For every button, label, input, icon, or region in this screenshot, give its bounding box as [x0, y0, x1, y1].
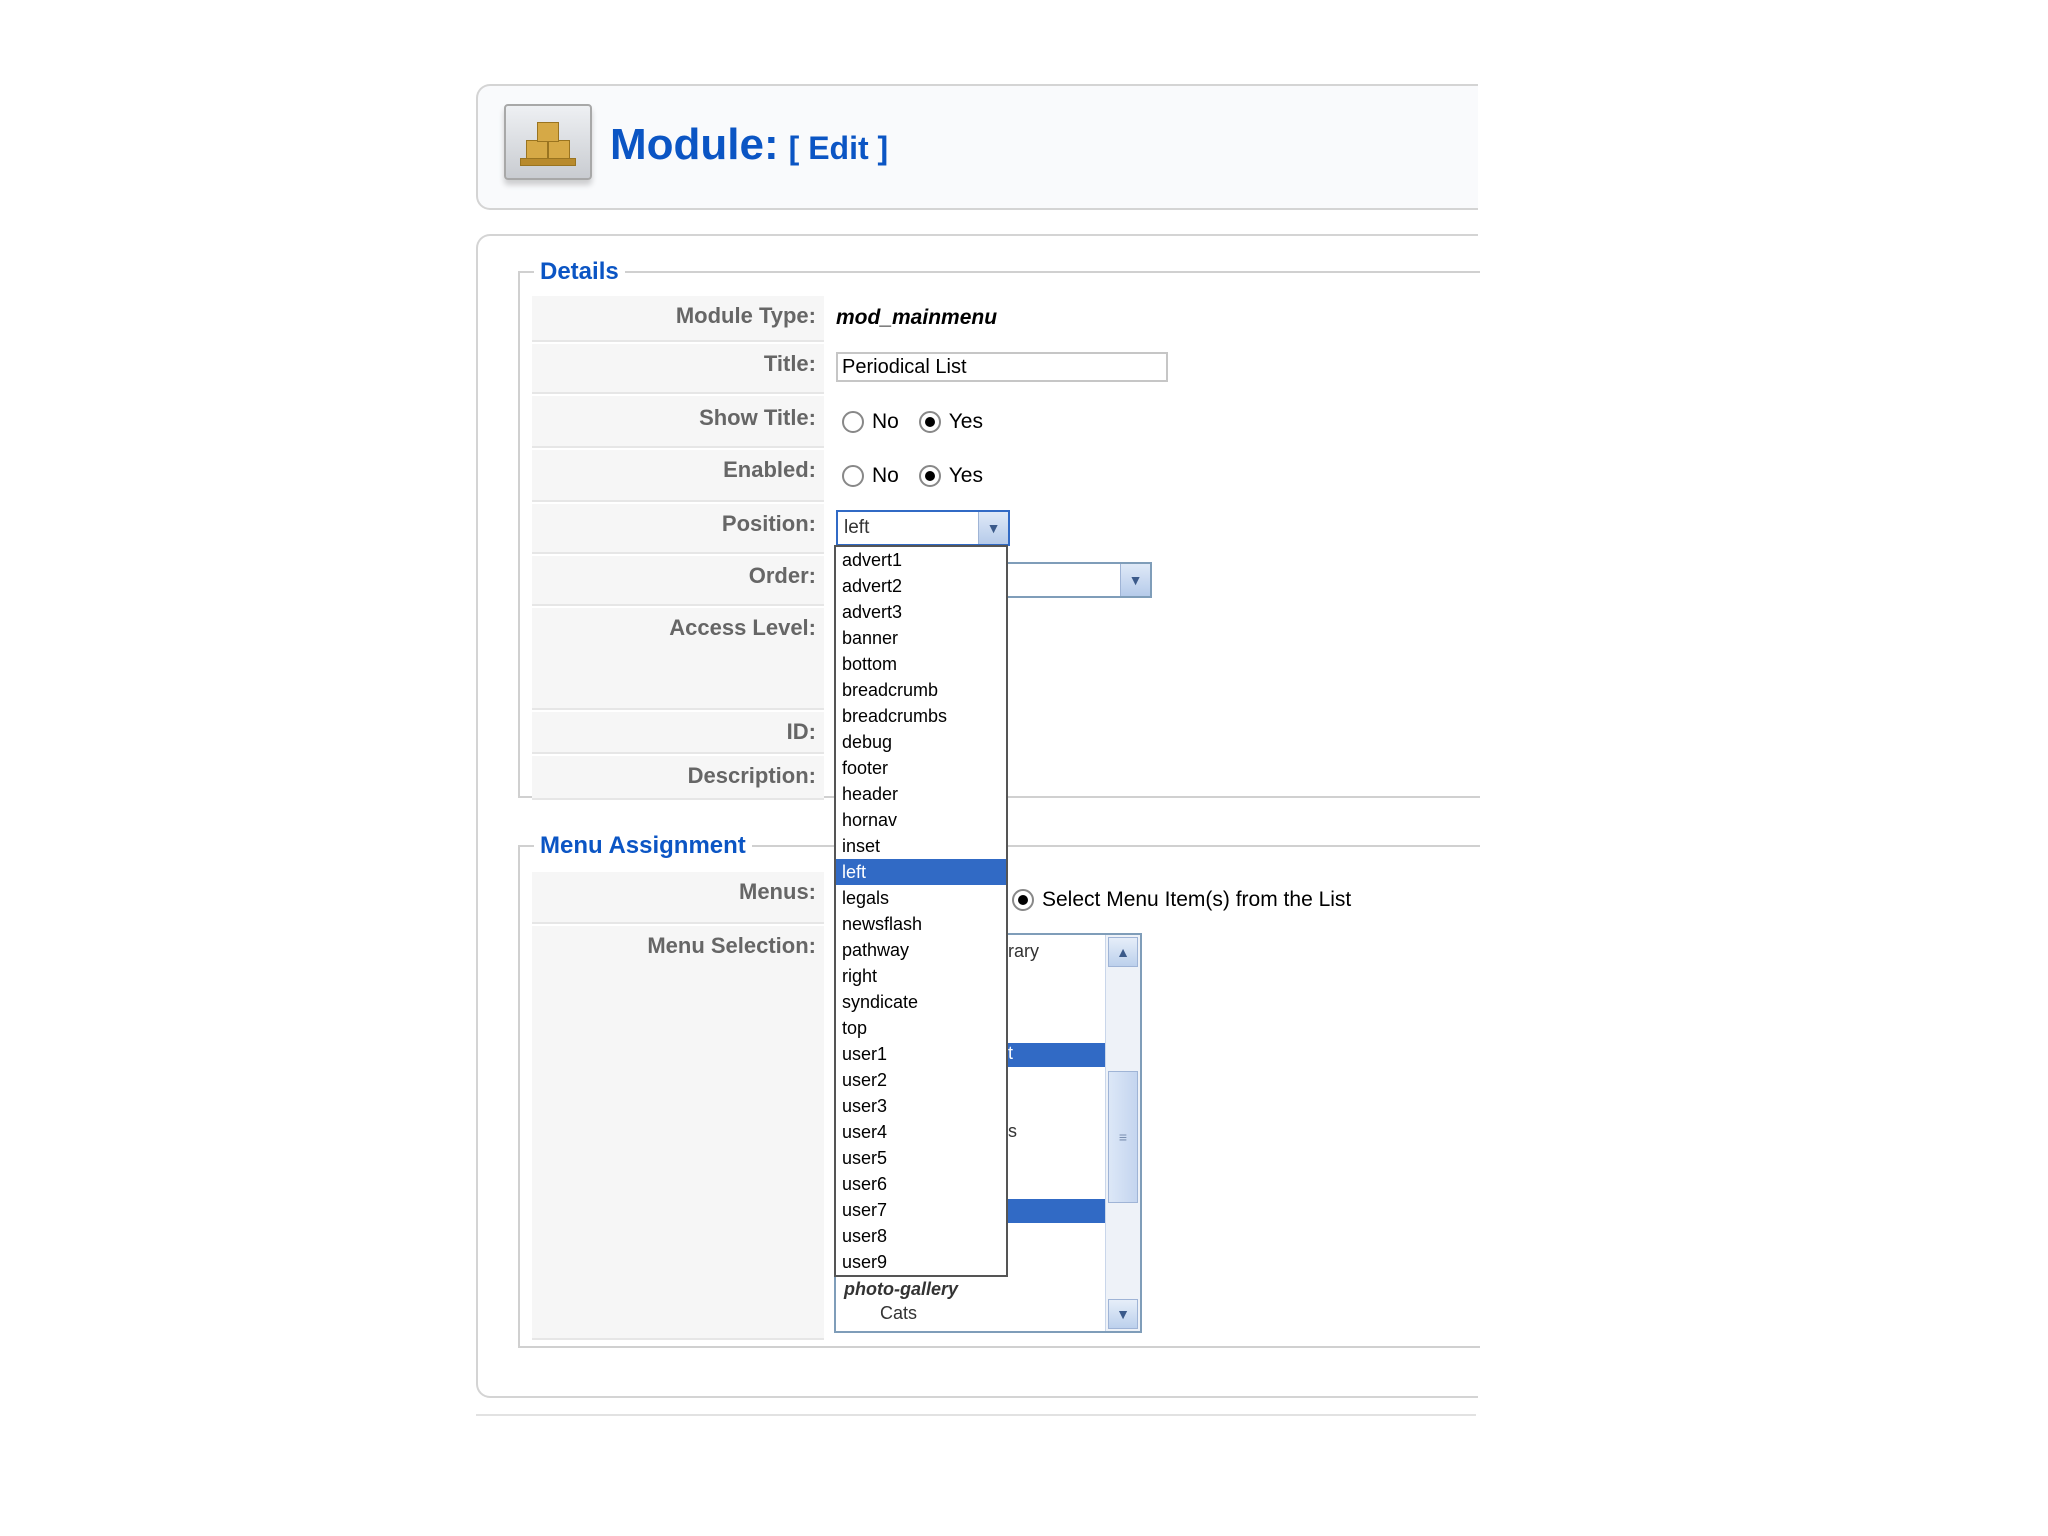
menus-select-label: Select Menu Item(s) from the List	[1042, 888, 1352, 912]
show-title-radios	[842, 410, 997, 434]
position-option[interactable]: banner	[842, 628, 899, 648]
position-option[interactable]: user3	[842, 1096, 888, 1116]
position-dropdown-list[interactable]	[834, 545, 1008, 1277]
menus-radio-group	[1012, 888, 1365, 912]
position-option[interactable]: header	[842, 784, 899, 804]
position-option[interactable]: advert2	[842, 576, 903, 596]
title-label: Title:	[532, 344, 824, 394]
scrollbar-thumb[interactable]: ≡	[1108, 1071, 1138, 1203]
position-select[interactable]	[836, 510, 1010, 546]
enabled-no-radio[interactable]	[842, 465, 864, 487]
position-option[interactable]: left	[836, 859, 1006, 885]
description-label: Description:	[532, 756, 824, 800]
menu-group-label: photo-gallery	[844, 1279, 959, 1299]
position-option[interactable]: debug	[842, 732, 893, 752]
page-title	[610, 120, 888, 170]
menu-item-partial[interactable]: s	[1008, 1121, 1017, 1141]
menu-selection-label: Menu Selection:	[532, 926, 824, 1340]
header-panel	[476, 84, 1478, 210]
position-option[interactable]: inset	[842, 836, 881, 856]
position-option[interactable]: breadcrumbs	[842, 706, 948, 726]
enabled-yes-radio[interactable]	[919, 465, 941, 487]
module-box-icon	[504, 104, 592, 180]
position-option[interactable]: user4	[842, 1122, 888, 1142]
enabled-yes-label: Yes	[948, 464, 983, 488]
show-title-label: Show Title:	[532, 396, 824, 448]
position-option[interactable]: footer	[842, 758, 889, 778]
enabled-no-label: No	[872, 464, 899, 488]
menu-item-selected[interactable]	[1006, 1043, 1108, 1067]
order-label: Order:	[532, 556, 824, 606]
position-select-value: left	[844, 517, 870, 538]
listbox-scrollbar[interactable]	[1105, 935, 1140, 1331]
chevron-up-icon[interactable]: ▲	[1108, 937, 1138, 967]
page-title-text: Module:	[610, 120, 779, 169]
position-option[interactable]: top	[842, 1018, 868, 1038]
menu-item-selected-text: t	[1008, 1043, 1014, 1063]
show-title-no-radio[interactable]	[842, 411, 864, 433]
position-option[interactable]: breadcrumb	[842, 680, 939, 700]
position-option[interactable]: legals	[842, 888, 890, 908]
menus-select-radio[interactable]	[1012, 889, 1034, 911]
position-option[interactable]: user8	[842, 1226, 888, 1246]
position-option[interactable]: user2	[842, 1070, 888, 1090]
page-title-edit: [ Edit ]	[788, 130, 889, 166]
menu-item[interactable]: Cats	[880, 1303, 918, 1323]
divider	[476, 1414, 1476, 1416]
chevron-down-icon[interactable]: ▼	[1120, 564, 1150, 596]
menu-assignment-legend: Menu Assignment	[540, 832, 746, 859]
module-type-value: mod_mainmenu	[836, 306, 998, 329]
position-option[interactable]: hornav	[842, 810, 898, 830]
menu-item-partial[interactable]: rary	[1008, 941, 1039, 961]
position-option[interactable]: pathway	[842, 940, 910, 960]
access-level-label: Access Level:	[532, 608, 824, 710]
id-label: ID:	[532, 712, 824, 754]
menu-item-selected[interactable]	[1006, 1199, 1106, 1223]
position-option[interactable]: syndicate	[842, 992, 919, 1012]
show-title-yes-radio[interactable]	[919, 411, 941, 433]
enabled-radios	[842, 464, 997, 488]
title-input[interactable]	[836, 352, 1168, 382]
show-title-yes-label: Yes	[948, 410, 983, 434]
enabled-label: Enabled:	[532, 450, 824, 502]
position-option[interactable]: bottom	[842, 654, 898, 674]
position-option[interactable]: user1	[842, 1044, 888, 1064]
module-type-label: Module Type:	[532, 296, 824, 342]
chevron-down-icon[interactable]: ▼	[978, 512, 1008, 544]
position-option[interactable]: user7	[842, 1200, 888, 1220]
position-option[interactable]: user5	[842, 1148, 888, 1168]
chevron-down-icon[interactable]: ▼	[1108, 1299, 1138, 1329]
menus-label: Menus:	[532, 872, 824, 924]
position-option[interactable]: advert3	[842, 602, 903, 622]
show-title-no-label: No	[872, 410, 899, 434]
position-option[interactable]: user9	[842, 1252, 888, 1272]
position-option[interactable]: newsflash	[842, 914, 923, 934]
position-option[interactable]: right	[842, 966, 878, 986]
position-label: Position:	[532, 504, 824, 554]
details-legend: Details	[540, 258, 619, 285]
position-option[interactable]: advert1	[842, 550, 903, 570]
position-option[interactable]: user6	[842, 1174, 888, 1194]
